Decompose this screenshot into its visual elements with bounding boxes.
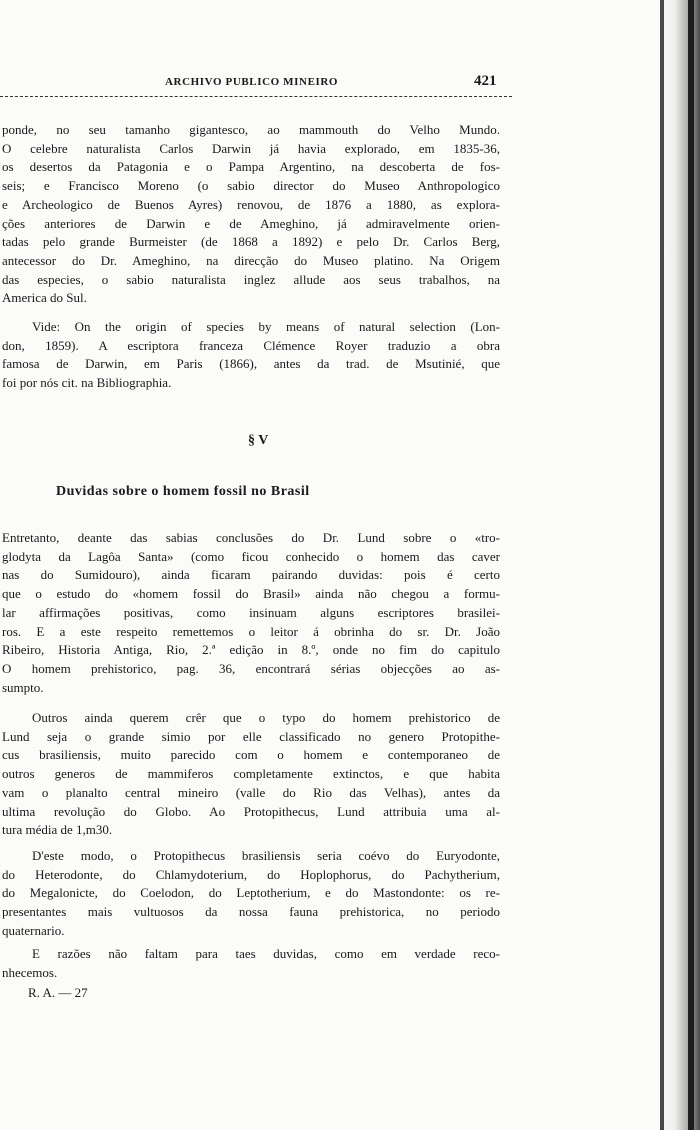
paragraph-6 — [2, 945, 500, 982]
running-header — [0, 73, 520, 96]
paragraph-2 — [2, 318, 500, 393]
text-line: seis; e Francisco Moreno (o sabio director do Museo Anthropologico — [2, 178, 500, 194]
section-number: § V — [248, 433, 269, 448]
text-line: e Archeologico de Buenos Ayres) renovou, de 1876 a 1880, as explora- — [2, 196, 500, 212]
page-binding-edge — [688, 0, 694, 1130]
text-line: Entretanto, deante das sabias conclusões do Dr. Lund sobre o «tro- — [2, 530, 500, 545]
text-line: quaternario. — [2, 922, 65, 938]
text-line: ultima revolução do Globo. Ao Protopithecus, Lund attribuia uma al- — [2, 803, 500, 819]
text-line: ções anteriores de Darwin e de Ameghino, já admiravelmente orien- — [2, 215, 500, 231]
paragraph-1 — [2, 121, 500, 308]
text-line: Outros ainda querem crêr que o typo do homem prehistorico de — [32, 710, 500, 725]
text-line: D'este modo, o Protopithecus brasiliensis seria coévo do Euryodonte, — [32, 848, 500, 863]
text-line: lar affirmações positivas, como insinuam alguns escriptores brasilei- — [2, 604, 500, 620]
text-line: Ribeiro, Historia Antiga, Rio, 2.ª edição in 8.º, onde no fim do capitulo — [2, 642, 500, 658]
section-title: Duvidas sobre o homem fossil no Brasil — [56, 484, 310, 499]
text-line: O celebre naturalista Carlos Darwin já havia explorado, em 1835-36, — [2, 140, 500, 156]
text-line: das especies, o sabio naturalista inglez allude aos seus trabalhos, na — [2, 271, 500, 287]
journal-title: ARCHIVO PUBLICO MINEIRO — [165, 76, 339, 88]
page-number: 421 — [474, 73, 497, 89]
text-line: presentantes mais vultuosos da nossa fauna prehistorica, no periodo — [2, 904, 500, 920]
text-line: don, 1859). A escriptora franceza Clémence Royer traduzio a obra — [2, 337, 500, 353]
text-line: do Heterodonte, do Chlamydoterium, do Hoplophorus, do Pachytherium, — [2, 866, 500, 882]
text-line: outros generos de mammiferos completamente extinctos, e que habita — [2, 766, 500, 782]
text-line: do Megalonicte, do Coelodon, do Leptotherium, e do Mastondonte: os re- — [2, 885, 500, 901]
text-line: famosa de Darwin, em Paris (1866), antes da trad. de Msutinié, que — [2, 356, 500, 372]
text-line: ponde, no seu tamanho gigantesco, ao mammouth do Velho Mundo. — [2, 122, 500, 137]
text-line: nas do Sumidouro), ainda ficaram pairando duvidas: pois é certo — [2, 567, 500, 583]
text-line: cus brasiliensis, muito parecido com o homem e contemporaneo de — [2, 747, 500, 763]
header-rule — [0, 96, 512, 97]
text-line: Vide: On the origin of species by means of natural selection (Lon- — [32, 319, 500, 334]
text-line: O homem prehistorico, pag. 36, encontrará sérias objecções ao as- — [2, 660, 500, 676]
signature-mark: R. A. — 27 — [28, 985, 88, 1000]
paragraph-3 — [2, 529, 500, 697]
text-line: tadas pelo grande Burmeister (de 1868 a 1892) e pelo Dr. Carlos Berg, — [2, 234, 500, 250]
paragraph-5 — [2, 847, 500, 941]
text-line: tura média de 1,m30. — [2, 822, 113, 838]
text-line: nhecemos. — [2, 964, 58, 980]
text-line: glodyta da Lagôa Santa» (como ficou conhecido o homem das caver — [2, 548, 500, 564]
text-line: ros. E a este respeito remettemos o leitor á obrinha do sr. Dr. João — [2, 623, 500, 639]
text-line: sumpto. — [2, 679, 44, 695]
text-line: os desertos da Patagonia e o Pampa Argentino, na descoberta de fos- — [2, 159, 500, 175]
text-line: America do Sul. — [2, 290, 87, 306]
text-line: vam o planalto central mineiro (valle do Rio das Velhas), antes da — [2, 784, 500, 800]
text-line: E razões não faltam para taes duvidas, como em verdade reco- — [32, 946, 500, 961]
text-line: que o estudo do «homem fossil do Brasil» ainda não chegou a formu- — [2, 586, 500, 602]
page-edge-line — [660, 0, 664, 1130]
text-line: foi por nós cit. na Bibliographia. — [2, 375, 172, 391]
text-line: antecessor do Dr. Ameghino, na direcção do Museo platino. Na Origem — [2, 252, 500, 268]
text-line: Lund seja o grande simio por elle classificado no genero Protopithe- — [2, 728, 500, 744]
paragraph-4 — [2, 709, 500, 840]
